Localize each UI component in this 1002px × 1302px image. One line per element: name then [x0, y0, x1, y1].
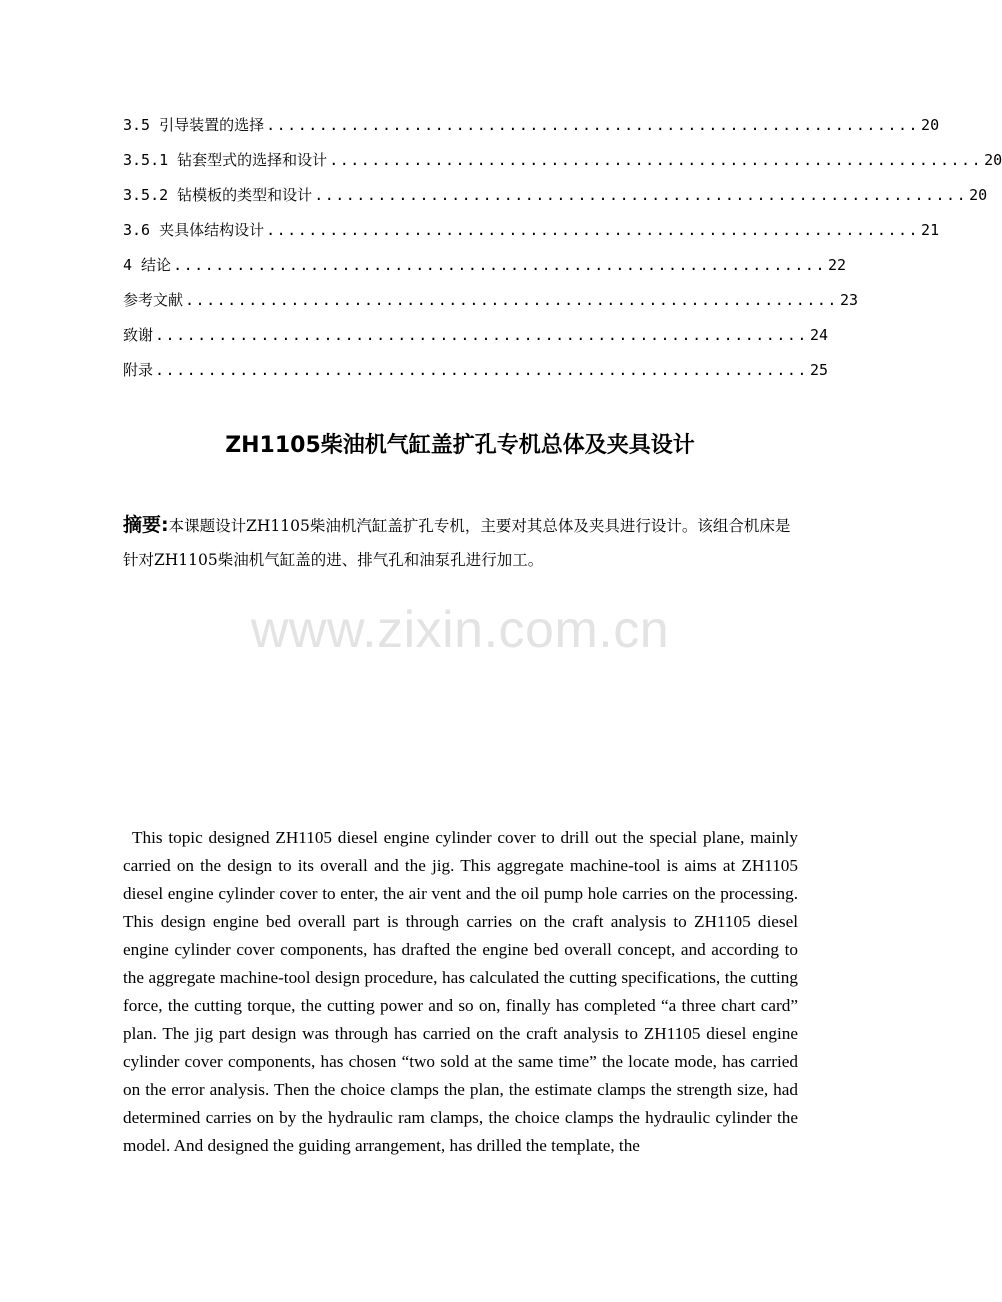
toc-entry[interactable] [123, 254, 847, 289]
toc-dot-leader: .............................................................. [314, 186, 968, 204]
toc-page-number: 20 [969, 186, 988, 204]
toc-entry[interactable] [123, 219, 940, 254]
toc-entry-title: 4 结论 [123, 256, 172, 274]
toc-page-number: 23 [839, 291, 858, 309]
toc-entry[interactable] [123, 184, 988, 219]
toc-dot-leader: .............................................................. [329, 151, 983, 169]
toc-dot-leader: .............................................................. [155, 326, 808, 344]
english-abstract-text: This topic designed ZH1105 diesel engine cylinder cover to drill out the special plane, mainly carried on the design to its overall and the jig. This aggregate machine-tool is aims at ZH1105 diesel engine cylinder cover to enter, the air vent and the oil pump hole carries on the processing. This design engine bed overall part is through carries on the craft analysis to ZH1105 diesel engine cylinder cover components, has drafted the engine bed overall concept, and according to the aggregate machine-tool design procedure, has calculated the cutting specifications, the cutting force, the cutting torque, the cutting power and so on, finally has completed “a three chart card” plan. The jig part design was through has carried on the craft analysis to ZH1105 diesel engine cylinder cover components, has chosen “two sold at the same time” the locate mode, has carried on the error analysis. Then the choice clamps the plan, the estimate clamps the strength size, had determined carries on by the hydraulic ram clamps, the choice clamps the hydraulic cylinder the model. And designed the guiding arrangement, has drilled the template, the [123, 828, 798, 1155]
toc-dot-leader: .............................................................. [155, 361, 808, 379]
toc-entry-title: 参考文献 [123, 291, 184, 309]
toc-entry[interactable] [123, 324, 828, 359]
toc-entry-title: 3.5 引导装置的选择 [123, 116, 265, 134]
toc-page-number: 25 [809, 361, 828, 379]
document-title: ZH1105柴油机气缸盖扩孔专机总体及夹具设计 [225, 433, 695, 458]
chinese-abstract [123, 508, 803, 577]
toc-entry-title: 附录 [123, 361, 154, 379]
toc-entry-title: 3.5.1 钻套型式的选择和设计 [123, 151, 328, 169]
toc-entry[interactable] [123, 149, 1002, 184]
abstract-label: 摘要: [123, 514, 169, 536]
toc-entry-title: 致谢 [123, 326, 154, 344]
toc-page-number: 22 [827, 256, 847, 274]
toc-entry-title: 3.5.2 钻模板的类型和设计 [123, 186, 313, 204]
english-abstract [123, 824, 798, 1160]
toc-page-number: 21 [921, 221, 940, 239]
toc-page-number: 20 [921, 116, 940, 134]
toc-dot-leader: .............................................................. [266, 116, 920, 134]
chinese-abstract-text: 本课题设计ZH1105柴油机汽缸盖扩孔专机，主要对其总体及夹具进行设计。该组合机床是针对ZH1105柴油机气缸盖的进、排气孔和油泵孔进行加工。 [123, 517, 791, 569]
table-of-contents [123, 114, 1002, 394]
toc-dot-leader: .............................................................. [173, 256, 826, 274]
toc-dot-leader: .............................................................. [266, 221, 920, 239]
toc-entry[interactable] [123, 289, 858, 324]
toc-entry-title: 3.6 夹具体结构设计 [123, 221, 265, 239]
toc-page-number: 20 [984, 151, 1002, 169]
toc-dot-leader: .............................................................. [185, 291, 838, 309]
toc-page-number: 24 [809, 326, 828, 344]
watermark: www.zixin.com.cn [250, 601, 670, 659]
toc-entry[interactable] [123, 114, 940, 149]
toc-entry[interactable] [123, 359, 828, 394]
